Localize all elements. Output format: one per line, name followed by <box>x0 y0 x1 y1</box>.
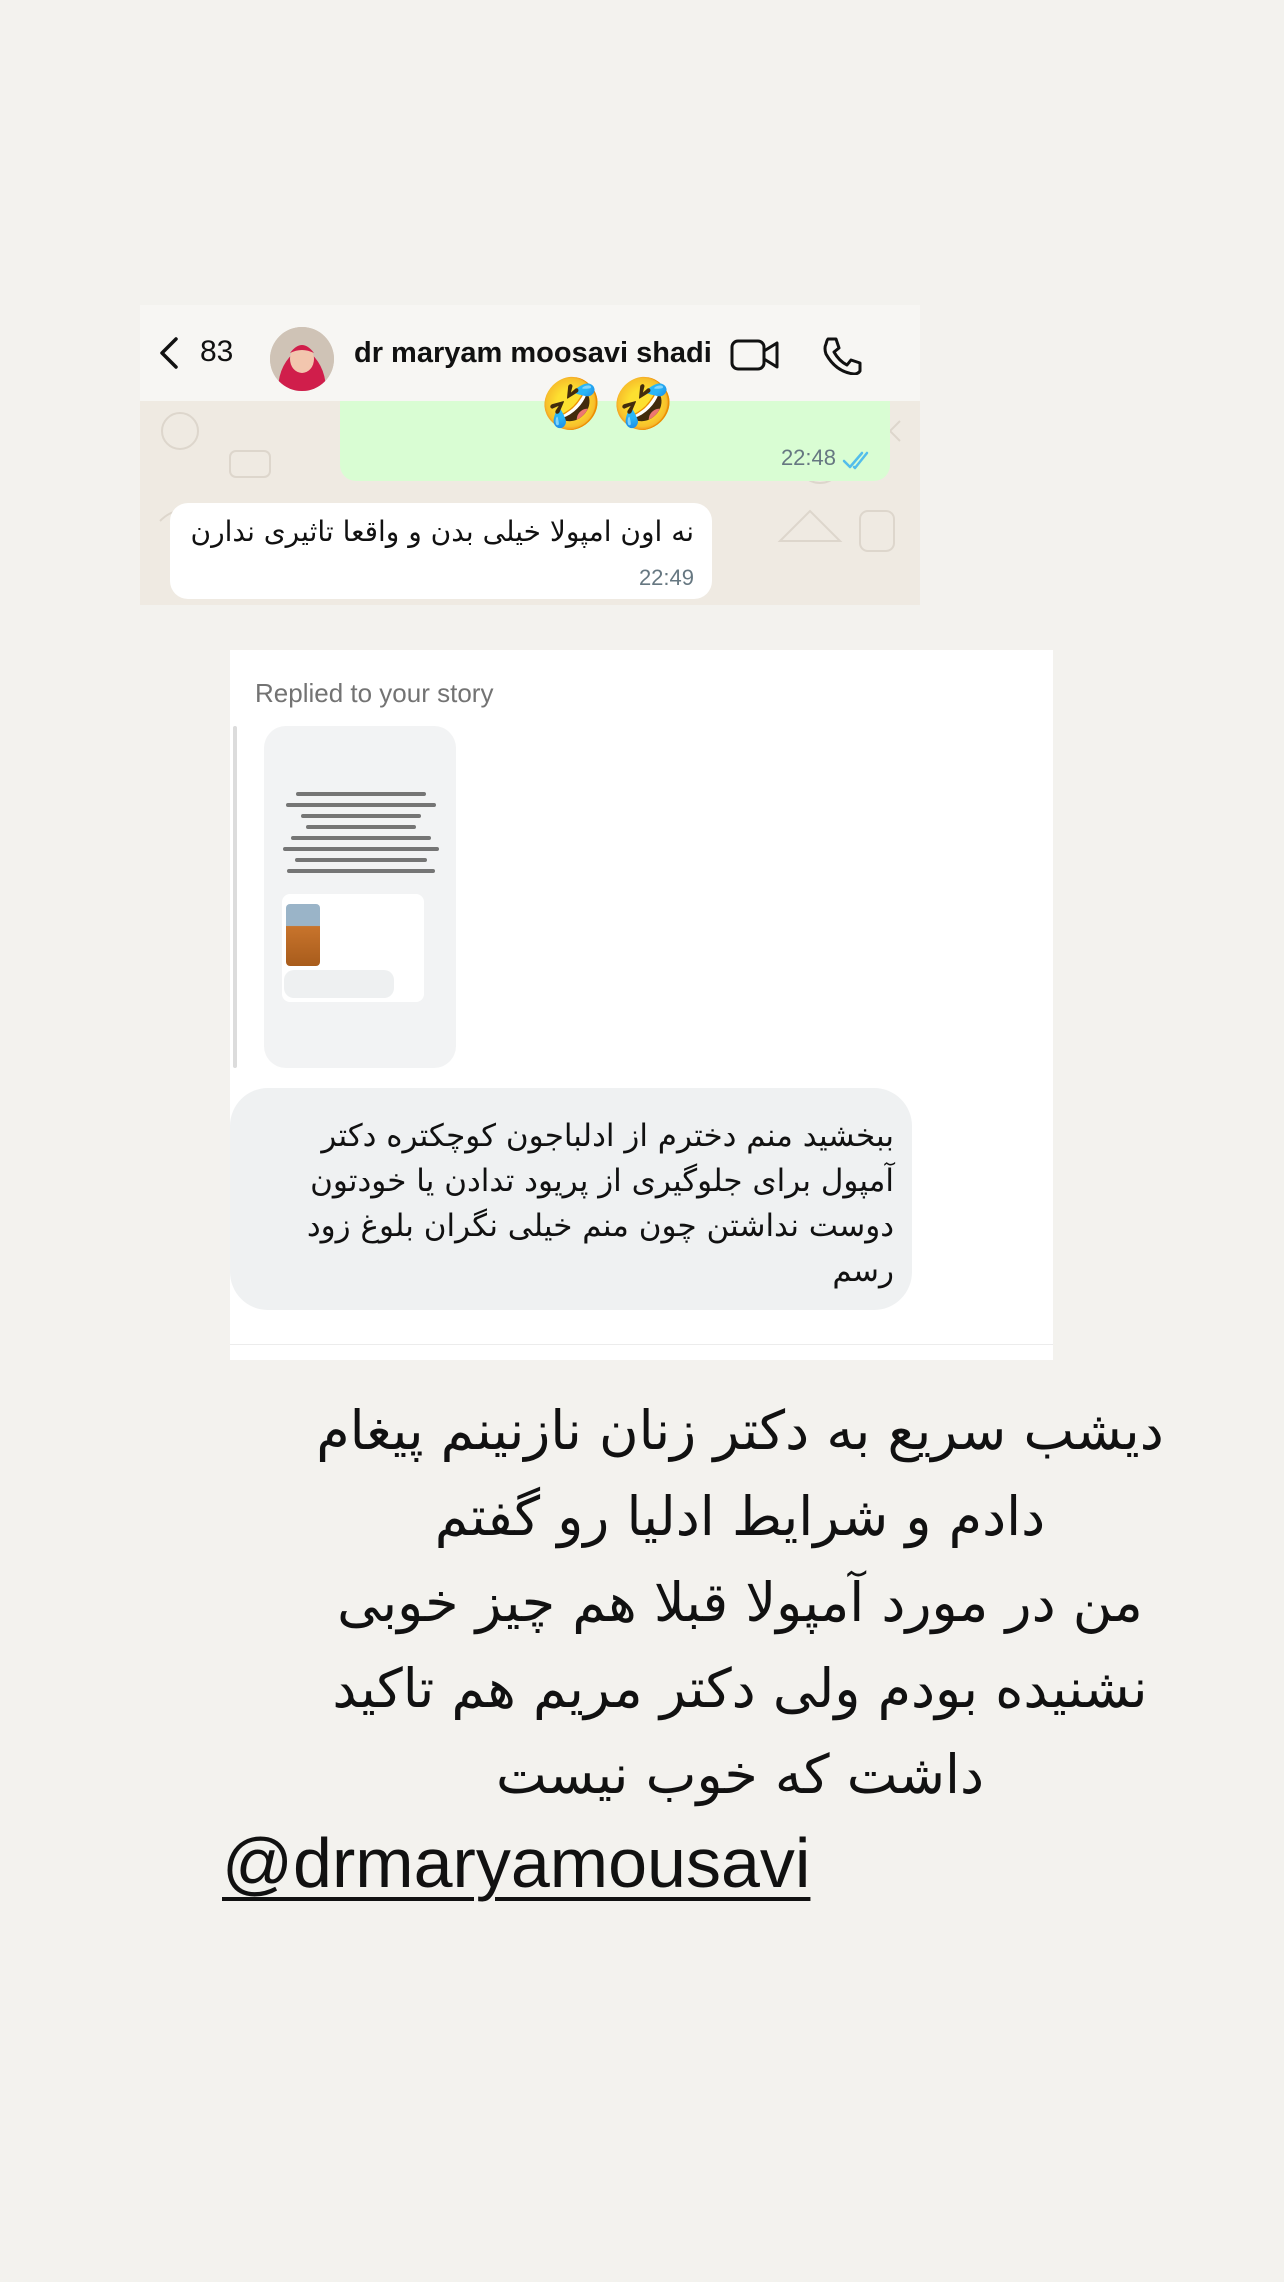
caption-line: دادم و شرایط ادلیا رو گفتم <box>434 1485 1046 1548</box>
contact-name[interactable]: dr maryam moosavi shadi <box>354 337 712 369</box>
message-time: 22:49 <box>638 565 694 590</box>
video-camera-icon[interactable] <box>730 337 780 373</box>
instagram-dm-screenshot <box>230 650 1053 1360</box>
replied-to-story-label: Replied to your story <box>255 678 494 708</box>
mention-handle-link[interactable]: @drmaryamousavi <box>222 1824 811 1902</box>
reply-indicator-bar <box>233 726 237 1068</box>
avatar[interactable] <box>270 327 334 391</box>
phone-icon[interactable] <box>820 335 862 375</box>
incoming-message-bubble[interactable] <box>230 1088 912 1310</box>
story-text-lines <box>278 792 444 880</box>
caption-line: من در مورد آمپولا قبلا هم چیز خوبی <box>337 1571 1143 1634</box>
caption-line: داشت که خوب نیست <box>495 1743 985 1806</box>
story-thumbnail[interactable] <box>264 726 456 1068</box>
message-text: ببخشید منم دخترم از ادلباجون کوچکتره دکتر آمپول برای جلوگیری از پریود تدادن یا خودتون دوست نداشتن چون منم خیلی نگران بلوغ زود رسم <box>306 1118 894 1289</box>
message-time: 22:48 <box>780 445 836 470</box>
back-unread-count[interactable]: 83 <box>200 335 234 368</box>
avatar-portrait <box>270 327 334 391</box>
divider <box>230 1344 1053 1345</box>
chevron-left-icon[interactable] <box>156 335 184 371</box>
whatsapp-chat-screenshot <box>140 305 920 605</box>
story-caption <box>300 1388 1180 1818</box>
caption-line: دیشب سریع به دکتر زنان نازنینم پیغام <box>316 1399 1164 1462</box>
message-text: نه اون امپولا خیلی بدن و واقعا تاثیری ندارن <box>190 515 694 548</box>
read-receipt-icon <box>842 449 876 471</box>
emoji-message: 🤣🤣 <box>540 375 685 433</box>
story-nested-photo <box>286 904 320 966</box>
chat-header <box>140 305 920 401</box>
caption-line: نشنیده بودم ولی دکتر مریم هم تاکید <box>332 1657 1148 1720</box>
incoming-message-bubble[interactable] <box>170 503 712 599</box>
story-nested-reply <box>284 970 394 998</box>
outgoing-message-bubble[interactable] <box>340 375 890 481</box>
